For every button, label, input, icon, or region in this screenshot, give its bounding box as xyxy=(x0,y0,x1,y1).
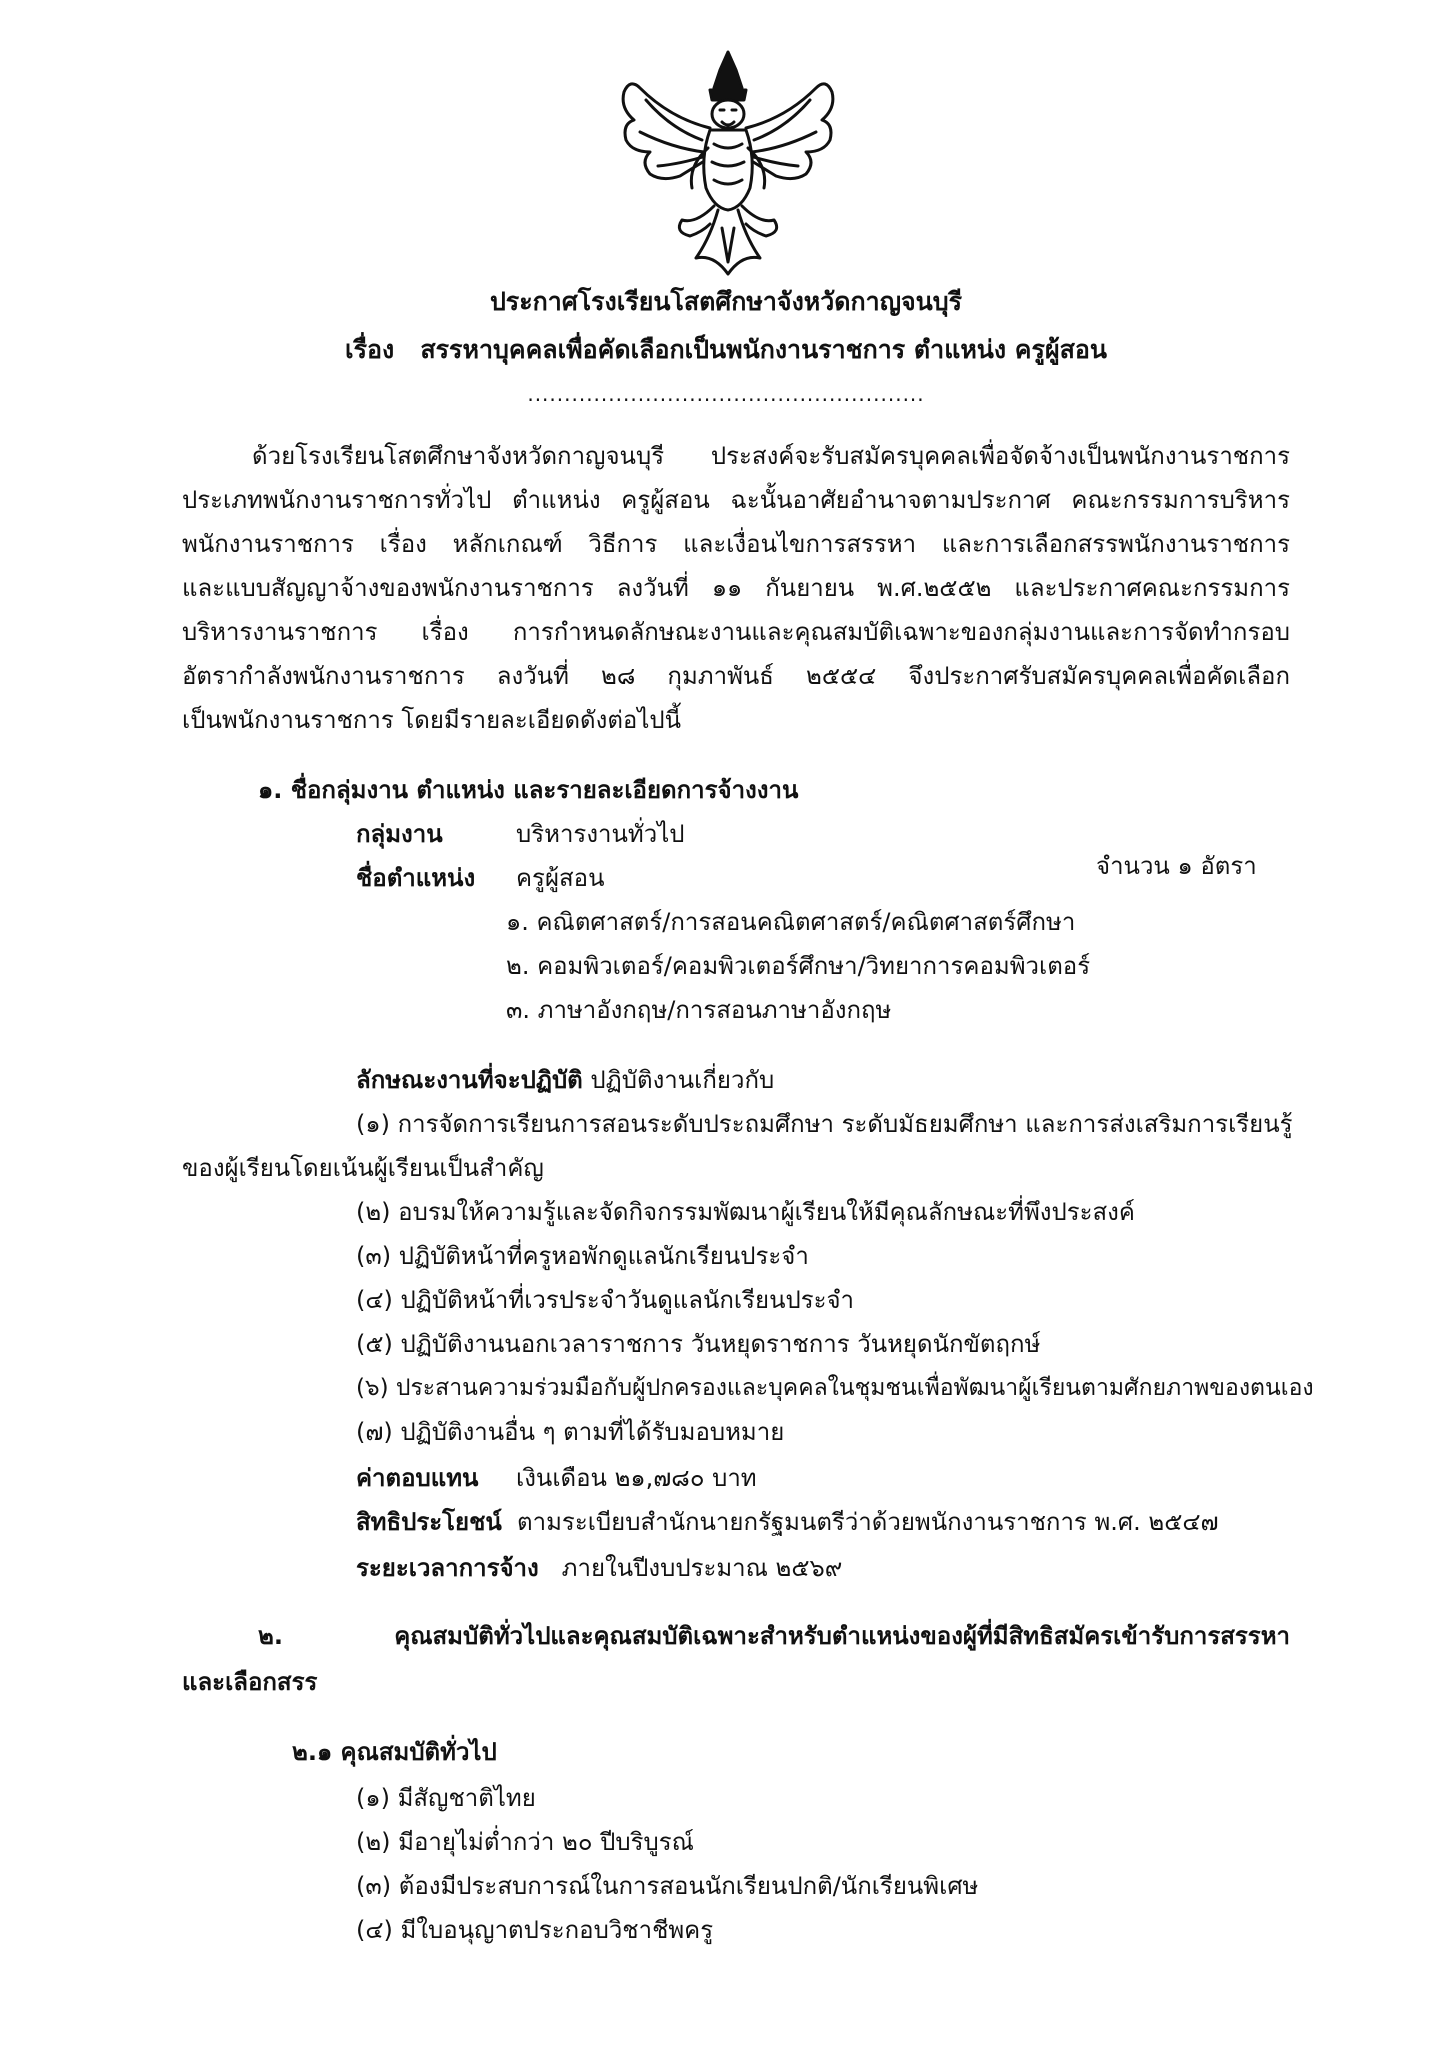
group-row xyxy=(356,818,685,850)
duty-item-6: (๖) ประสานความร่วมมือกับผู้ปกครองและบุคคลในชุมชนเพื่อพัฒนาผู้เรียนตามศักยภาพของตนเอง xyxy=(356,1375,1314,1401)
position-value: ครูผู้สอน xyxy=(516,864,605,892)
pay-value: เงินเดือน ๒๑,๗๘๐ บาท xyxy=(516,1464,757,1492)
section1-heading: ๑. ชื่อกลุ่มงาน ตำแหน่ง และรายละเอียดการจ้างงาน xyxy=(258,776,799,804)
section2-1-heading: ๒.๑ คุณสมบัติทั่วไป xyxy=(292,1738,497,1766)
duty-item-1-cont: ของผู้เรียนโดยเน้นผู้เรียนเป็นสำคัญ xyxy=(182,1154,544,1182)
duty-item-4: (๔) ปฏิบัติหน้าที่เวรประจำวันดูแลนักเรียนประจำ xyxy=(356,1286,855,1314)
duties-row xyxy=(356,1064,774,1096)
group-label: กลุ่มงาน xyxy=(356,820,443,848)
subject-item-3: ๓. ภาษาอังกฤษ/การสอนภาษาอังกฤษ xyxy=(506,996,892,1024)
duties-intro: ปฏิบัติงานเกี่ยวกับ xyxy=(590,1066,775,1094)
section2-heading-cont: และเลือกสรร xyxy=(182,1668,318,1696)
group-value: บริหารงานทั่วไป xyxy=(516,820,685,848)
intro-line-4: และแบบสัญญาจ้างของพนักงานราชการ ลงวันที่ ๑๑ กันยายน พ.ศ.๒๕๕๒ และประกาศคณะกรรมการ xyxy=(182,574,1290,602)
subject-label: เรื่อง xyxy=(345,335,395,364)
period-label: ระยะเวลาการจ้าง xyxy=(356,1554,539,1582)
duties-label: ลักษณะงานที่จะปฏิบัติ xyxy=(356,1066,583,1094)
title-separator: ...................................................... xyxy=(527,382,925,406)
subject-item-2: ๒. คอมพิวเตอร์/คอมพิวเตอร์ศึกษา/วิทยาการคอมพิวเตอร์ xyxy=(506,952,1091,980)
pay-row xyxy=(356,1462,757,1494)
intro-line-2: ประเภทพนักงานราชการทั่วไป ตำแหน่ง ครูผู้สอน ฉะนั้นอาศัยอำนาจตามประกาศ คณะกรรมการบริหาร xyxy=(182,486,1290,514)
duty-item-3: (๓) ปฏิบัติหน้าที่ครูหอพักดูแลนักเรียนประจำ xyxy=(356,1242,809,1270)
qualification-item-1: (๑) มีสัญชาติไทย xyxy=(356,1784,536,1812)
qualification-item-4: (๔) มีใบอนุญาตประกอบวิชาชีพครู xyxy=(356,1916,714,1944)
position-row xyxy=(356,862,604,894)
duty-item-5: (๕) ปฏิบัติงานนอกเวลาราชการ วันหยุดราชการ วันหยุดนักขัตฤกษ์ xyxy=(356,1330,1041,1358)
intro-line-7: เป็นพนักงานราชการ โดยมีรายละเอียดดังต่อไปนี้ xyxy=(182,706,682,734)
intro-line-6: อัตรากำลังพนักงานราชการ ลงวันที่ ๒๘ กุมภาพันธ์ ๒๕๕๔ จึงประกาศรับสมัครบุคคลเพื่อคัดเลือก xyxy=(182,662,1290,690)
position-label: ชื่อตำแหน่ง xyxy=(356,864,476,892)
qualification-item-2: (๒) มีอายุไม่ต่ำกว่า ๒๐ ปีบริบูรณ์ xyxy=(356,1828,694,1856)
intro-line-1: ด้วยโรงเรียนโสตศึกษาจังหวัดกาญจนบุรี ประสงค์จะรับสมัครบุคคลเพื่อจัดจ้างเป็นพนักงานราชการ xyxy=(252,442,1290,470)
announcement-subject xyxy=(0,334,1452,366)
intro-line-3: พนักงานราชการ เรื่อง หลักเกณฑ์ วิธีการ และเงื่อนไขการสรรหา และการเลือกสรรพนักงานราชการ xyxy=(182,530,1290,558)
duty-item-2: (๒) อบรมให้ความรู้และจัดกิจกรรมพัฒนาผู้เรียนให้มีคุณลักษณะที่พึงประสงค์ xyxy=(356,1198,1135,1226)
announcement-title: ประกาศโรงเรียนโสตศึกษาจังหวัดกาญจนบุรี xyxy=(489,287,963,316)
garuda-emblem-icon xyxy=(610,48,846,280)
section2-heading: ๒. คุณสมบัติทั่วไปและคุณสมบัติเฉพาะสำหรับตำแหน่งของผู้ที่มีสิทธิสมัครเข้ารับการสรรหา xyxy=(258,1622,1290,1650)
period-value: ภายในปีงบประมาณ ๒๕๖๙ xyxy=(561,1554,843,1582)
benefit-label: สิทธิประโยชน์ xyxy=(356,1508,502,1536)
duty-item-1: (๑) การจัดการเรียนการสอนระดับประถมศึกษา ระดับมัธยมศึกษา และการส่งเสริมการเรียนรู้ xyxy=(356,1110,1293,1138)
qualification-item-3: (๓) ต้องมีประสบการณ์ในการสอนนักเรียนปกติ/นักเรียนพิเศษ xyxy=(356,1872,979,1900)
period-row xyxy=(356,1552,842,1584)
subject-item-1: ๑. คณิตศาสตร์/การสอนคณิตศาสตร์/คณิตศาสตร์ศึกษา xyxy=(506,908,1076,936)
duty-item-7: (๗) ปฏิบัติงานอื่น ๆ ตามที่ได้รับมอบหมาย xyxy=(356,1418,785,1446)
subject-text: สรรหาบุคคลเพื่อคัดเลือกเป็นพนักงานราชการ ตำแหน่ง ครูผู้สอน xyxy=(420,335,1107,364)
benefit-row xyxy=(356,1506,1219,1538)
pay-label: ค่าตอบแทน xyxy=(356,1464,479,1492)
benefit-value: ตามระเบียบสำนักนายกรัฐมนตรีว่าด้วยพนักงานราชการ พ.ศ. ๒๕๔๗ xyxy=(517,1508,1219,1536)
intro-line-5: บริหารงานราชการ เรื่อง การกำหนดลักษณะงานและคุณสมบัติเฉพาะของกลุ่มงานและการจัดทำกรอบ xyxy=(182,618,1290,646)
quota-text: จำนวน ๑ อัตรา xyxy=(1096,852,1257,880)
